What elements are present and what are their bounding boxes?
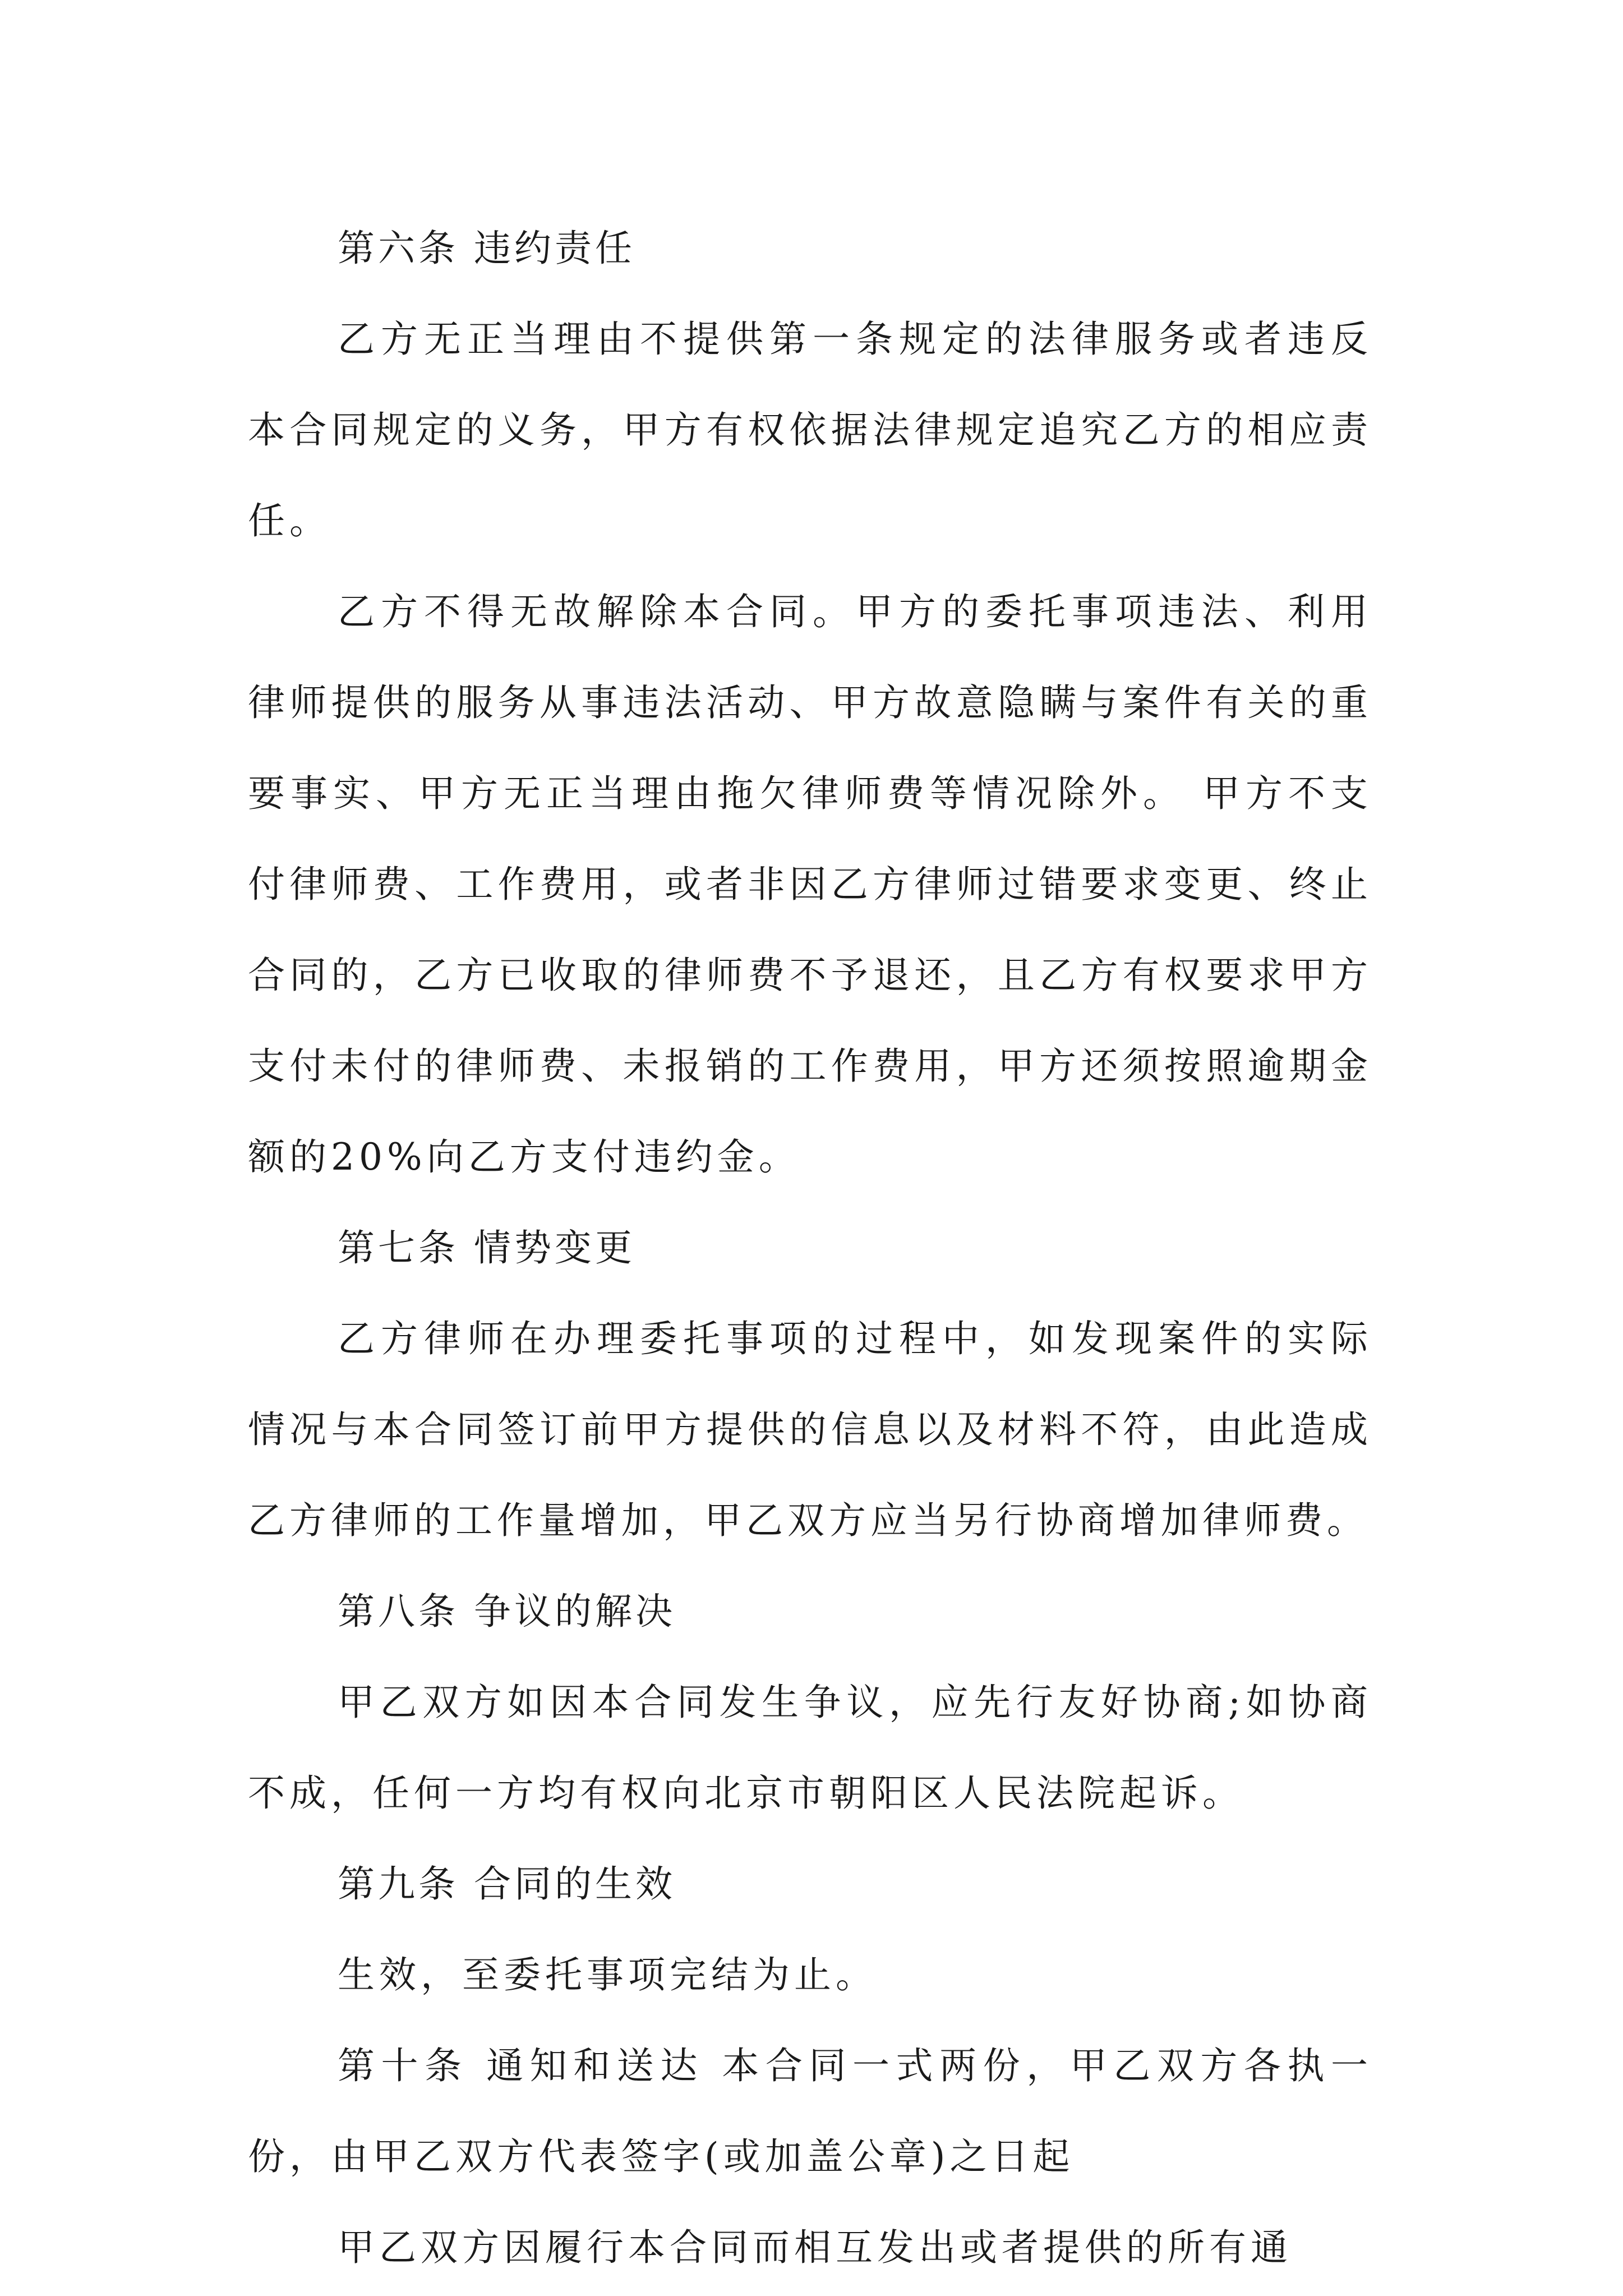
article-7-paragraph: 乙方律师在办理委托事项的过程中，如发现案件的实际情况与本合同签订前甲方提供的信息以及材料不符，由此造成乙方律师的工作量增加，甲乙双方应当另行协商增加律师费。 (248, 1317, 1372, 1542)
article-7-heading: 第七条 情势变更 (338, 1226, 635, 1269)
article-8-heading: 第八条 争议的解决 (338, 1590, 676, 1633)
document-body (248, 203, 1372, 2293)
article-6-paragraph-2: 乙方不得无故解除本合同。甲方的委托事项违法、利用律师提供的服务从事违法活动、甲方故意隐瞒与案件有关的重要事实、甲方无正当理由拖欠律师费等情况除外。 甲方不支付律师费、工作费用，或者非因乙方律师过错要求变更、终止合同的，乙方已收取的律师费不予退还，且乙方有权要求甲方支付未付的律师费、未报销的工作费用，甲方还须按照逾期金额的20%向乙方支付违约金。 (248, 590, 1372, 1179)
article-10-paragraph-1: 第十条 通知和送达 本合同一式两份，甲乙双方各执一份，由甲乙双方代表签字(或加盖公章)之日起 (248, 2044, 1372, 2178)
article-10-paragraph-2: 甲乙双方因履行本合同而相互发出或者提供的所有通 (338, 2226, 1292, 2269)
article-9-heading: 第九条 合同的生效 (338, 1862, 676, 1906)
article-6-heading: 第六条 违约责任 (338, 227, 635, 270)
article-9-paragraph: 生效，至委托事项完结为止。 (338, 1953, 877, 1996)
article-8-paragraph: 甲乙双方如因本合同发生争议，应先行友好协商;如协商不成，任何一方均有权向北京市朝阳区人民法院起诉。 (248, 1681, 1372, 1815)
article-6-paragraph-1: 乙方无正当理由不提供第一条规定的法律服务或者违反本合同规定的义务，甲方有权依据法律规定追究乙方的相应责任。 (248, 318, 1372, 542)
